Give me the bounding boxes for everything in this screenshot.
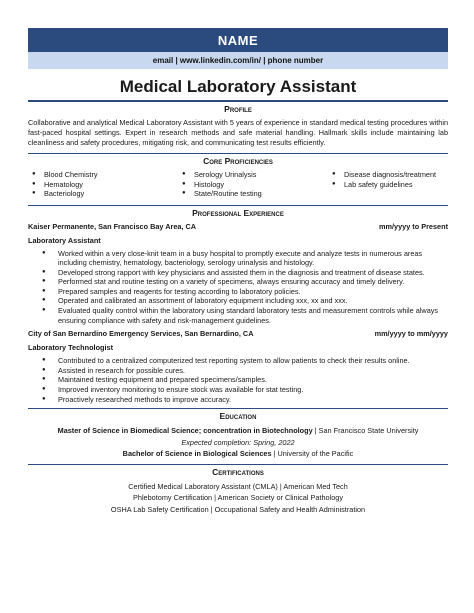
job-dates: mm/yyyy to mm/yyyy [374,329,448,339]
list-item: ● State/Routine testing [178,189,328,199]
job-header [28,329,448,338]
proficiency-column [328,170,448,199]
education-heading: Education [219,411,257,422]
profile-heading: Profile [224,104,252,114]
contact-info: email | www.linkedin.com/in/ | phone number [152,56,324,65]
degree: Bachelor of Science in Biological Sciences [122,449,272,459]
proficiencies-heading: Core Proficiencies [203,156,273,166]
certification-item: Certified Medical Laboratory Assistant (CMLA) | American Med Tech [128,481,348,491]
certifications-heading: Certifications [212,466,264,477]
divider [28,205,448,206]
proficiency-column [28,170,178,199]
list-item: ● Disease diagnosis/treatment [328,170,448,180]
employer: Kaiser Permanente, San Francisco Bay Area, CA [28,221,197,231]
list-item: ● Blood Chemistry [28,170,178,180]
list-item: ● Assisted in research for possible cures. [28,366,448,376]
job-role: Laboratory Assistant [28,235,101,245]
list-item: ● Maintained testing equipment and prepared specimens/samples. [28,375,448,385]
school: San Francisco State University [318,426,419,436]
separator: | [314,426,317,436]
education-entry [28,448,448,460]
list-item: ● Prepared samples and reagents for testing according to laboratory policies. [28,287,448,297]
list-item: ● Contributed to a centralized computerized test reporting system to allow patients to check their results online. [28,356,448,366]
list-item: ● Performed stat and routine testing on a variety of specimens, always ensuring accuracy and timely delivery. [28,277,448,287]
employer: City of San Bernardino Emergency Services, San Bernardino, CA [28,329,254,339]
job-role: Laboratory Technologist [28,343,114,353]
experience-heading: Professional Experience [192,207,284,218]
list-item: ● Hematology [28,180,178,190]
divider [28,464,448,465]
list-item: ● Evaluated quality control within the laboratory using standard laboratory tests and measurement controls while always ensuring compliance with safety and risk-management guidelines. [28,306,448,325]
list-item: ● Operated and calibrated an assortment of laboratory equipment including xxx, xx and xxx. [28,296,448,306]
list-item: ● Serology Urinalysis [178,170,328,180]
proficiency-column [178,170,328,199]
education-entry [28,425,448,437]
list-item: ● Developed strong rapport with key physicians and assisted them in the diagnosis and treatment of disease states. [28,268,448,278]
proficiencies-list [28,170,448,199]
job-dates: mm/yyyy to Present [379,221,448,231]
job-bullets [28,249,448,326]
list-item: ● Histology [178,180,328,190]
degree: Master of Science in Biomedical Science; concentration in Biotechnology [57,426,313,436]
list-item: ● Lab safety guidelines [328,180,448,190]
certification-item: Phlebotomy Certification | American Society or Clinical Pathology [133,493,343,503]
separator: | [273,449,276,459]
expected-completion: Expected completion: Spring, 2022 [181,437,295,447]
list-item: ● Worked within a very close-knit team in a busy hospital to promptly execute and analyze tests in numerous areas including chemistry, hematology, bacteriology, serology urinalysis and histology. [28,249,448,268]
job-header [28,222,448,231]
divider [28,408,448,409]
list-item: ● Bacteriology [28,189,178,199]
job-bullets [28,356,448,404]
contact-bar [28,52,448,69]
name-banner [28,28,448,52]
profile-text: Collaborative and analytical Medical Laboratory Assistant with 5 years of experience in standard medical testing procedures within fast-paced hospital settings. Expert in research methods and safe material handling. Hallmark skills include maintaining lab cleanliness and safety procedures, mitigating risk, and communicating test results efficiently. [28,118,448,147]
school: University of the Pacific [277,449,354,459]
divider [28,100,448,102]
resume-title: Medical Laboratory Assistant [119,77,357,96]
resume-page [28,28,448,515]
divider [28,153,448,154]
candidate-name: NAME [217,32,259,48]
list-item: ● Proactively researched methods to improve accuracy. [28,395,448,405]
certification-item: OSHA Lab Safety Certification | Occupational Safety and Health Administration [110,504,366,514]
list-item: ● Improved inventory monitoring to ensure stock was available for stat testing. [28,385,448,395]
